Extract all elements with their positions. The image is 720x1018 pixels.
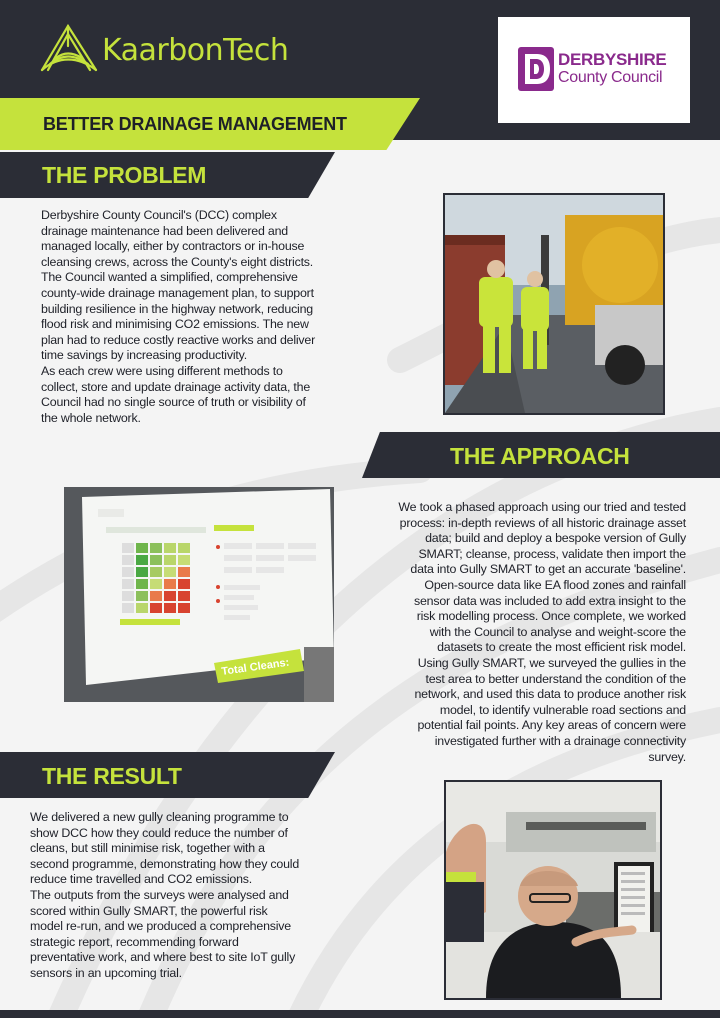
approach-paragraph: Using Gully SMART, we surveyed the gullies in the test area to better understand the condition of the network, and used this data to produce another risk model, to identify vulnerable road sections and potential fail points. Any key areas of concern were investigated further with a drainage connectivity survey. [414, 655, 686, 764]
brand-name: KaarbonTech [102, 32, 289, 68]
total-cleans-label: Total Cleans: [220, 656, 291, 678]
office-team-photo [444, 780, 662, 1000]
kaarbontech-emblem-icon [38, 20, 100, 80]
problem-heading: THE PROBLEM [42, 162, 207, 188]
approach-heading: THE APPROACH [450, 443, 630, 469]
council-subtitle: County Council [558, 69, 663, 86]
problem-paragraph: Derbyshire County Council's (DCC) complex drainage maintenance had been delivered and managed locally, either by contractors or in-house cleansing crews, across the County's eight districts. [41, 208, 314, 269]
council-name: DERBYSHIRE [558, 50, 667, 69]
result-heading: THE RESULT [42, 763, 182, 789]
problem-paragraph: As each crew were using different methods to collect, store and update drainage activity data, the Council had no single source of truth or visibility of the whole network. [41, 363, 311, 425]
kaarbontech-logo [38, 20, 288, 80]
drainage-crew-photo [443, 193, 665, 415]
result-paragraph: The outputs from the surveys were analysed and scored within Gully SMART, the powerful risk model re-run, and we produced a comprehensive strategic report, recommending forward preventative work, and where best to site IoT gully sensors in an upcoming trial. [30, 887, 296, 980]
council-logo [498, 17, 690, 123]
result-paragraph: We delivered a new gully cleaning programme to show DCC how they could reduce the number of cleans, but still minimise risk, together with a second programme, demonstrating how they could reduce time travelled and CO2 emissions. [30, 810, 300, 887]
approach-paragraph: We took a phased approach using our tried and tested process: in-depth reviews of all historic drainage asset data; build and deploy a bespoke version of Gully SMART; cleanse, process, validate then import the data into Gully SMART to get an accurate 'baseline'. Open-source data like EA flood zones and rainfall sensor data was included to add extra insight to the risk modelling process. Once complete, we worked with the Council to analyse and weight-score the datasets to create the most efficient risk model. [398, 500, 686, 655]
approach-text [396, 500, 686, 765]
result-text [30, 810, 302, 982]
problem-text [41, 208, 319, 426]
problem-paragraph: The Council wanted a simplified, comprehensive county-wide drainage management plan, to support building resilience in the highway network, reducing flood risk and minimising CO2 emissions. The new plan had to reduce costly reactive works and deliver time savings by increasing productivity. [41, 270, 316, 363]
footer-bar [0, 1010, 720, 1018]
page-title: BETTER DRAINAGE MANAGEMENT [43, 114, 347, 134]
derbyshire-emblem-icon [516, 45, 556, 93]
gully-smart-screen-photo [64, 487, 334, 702]
